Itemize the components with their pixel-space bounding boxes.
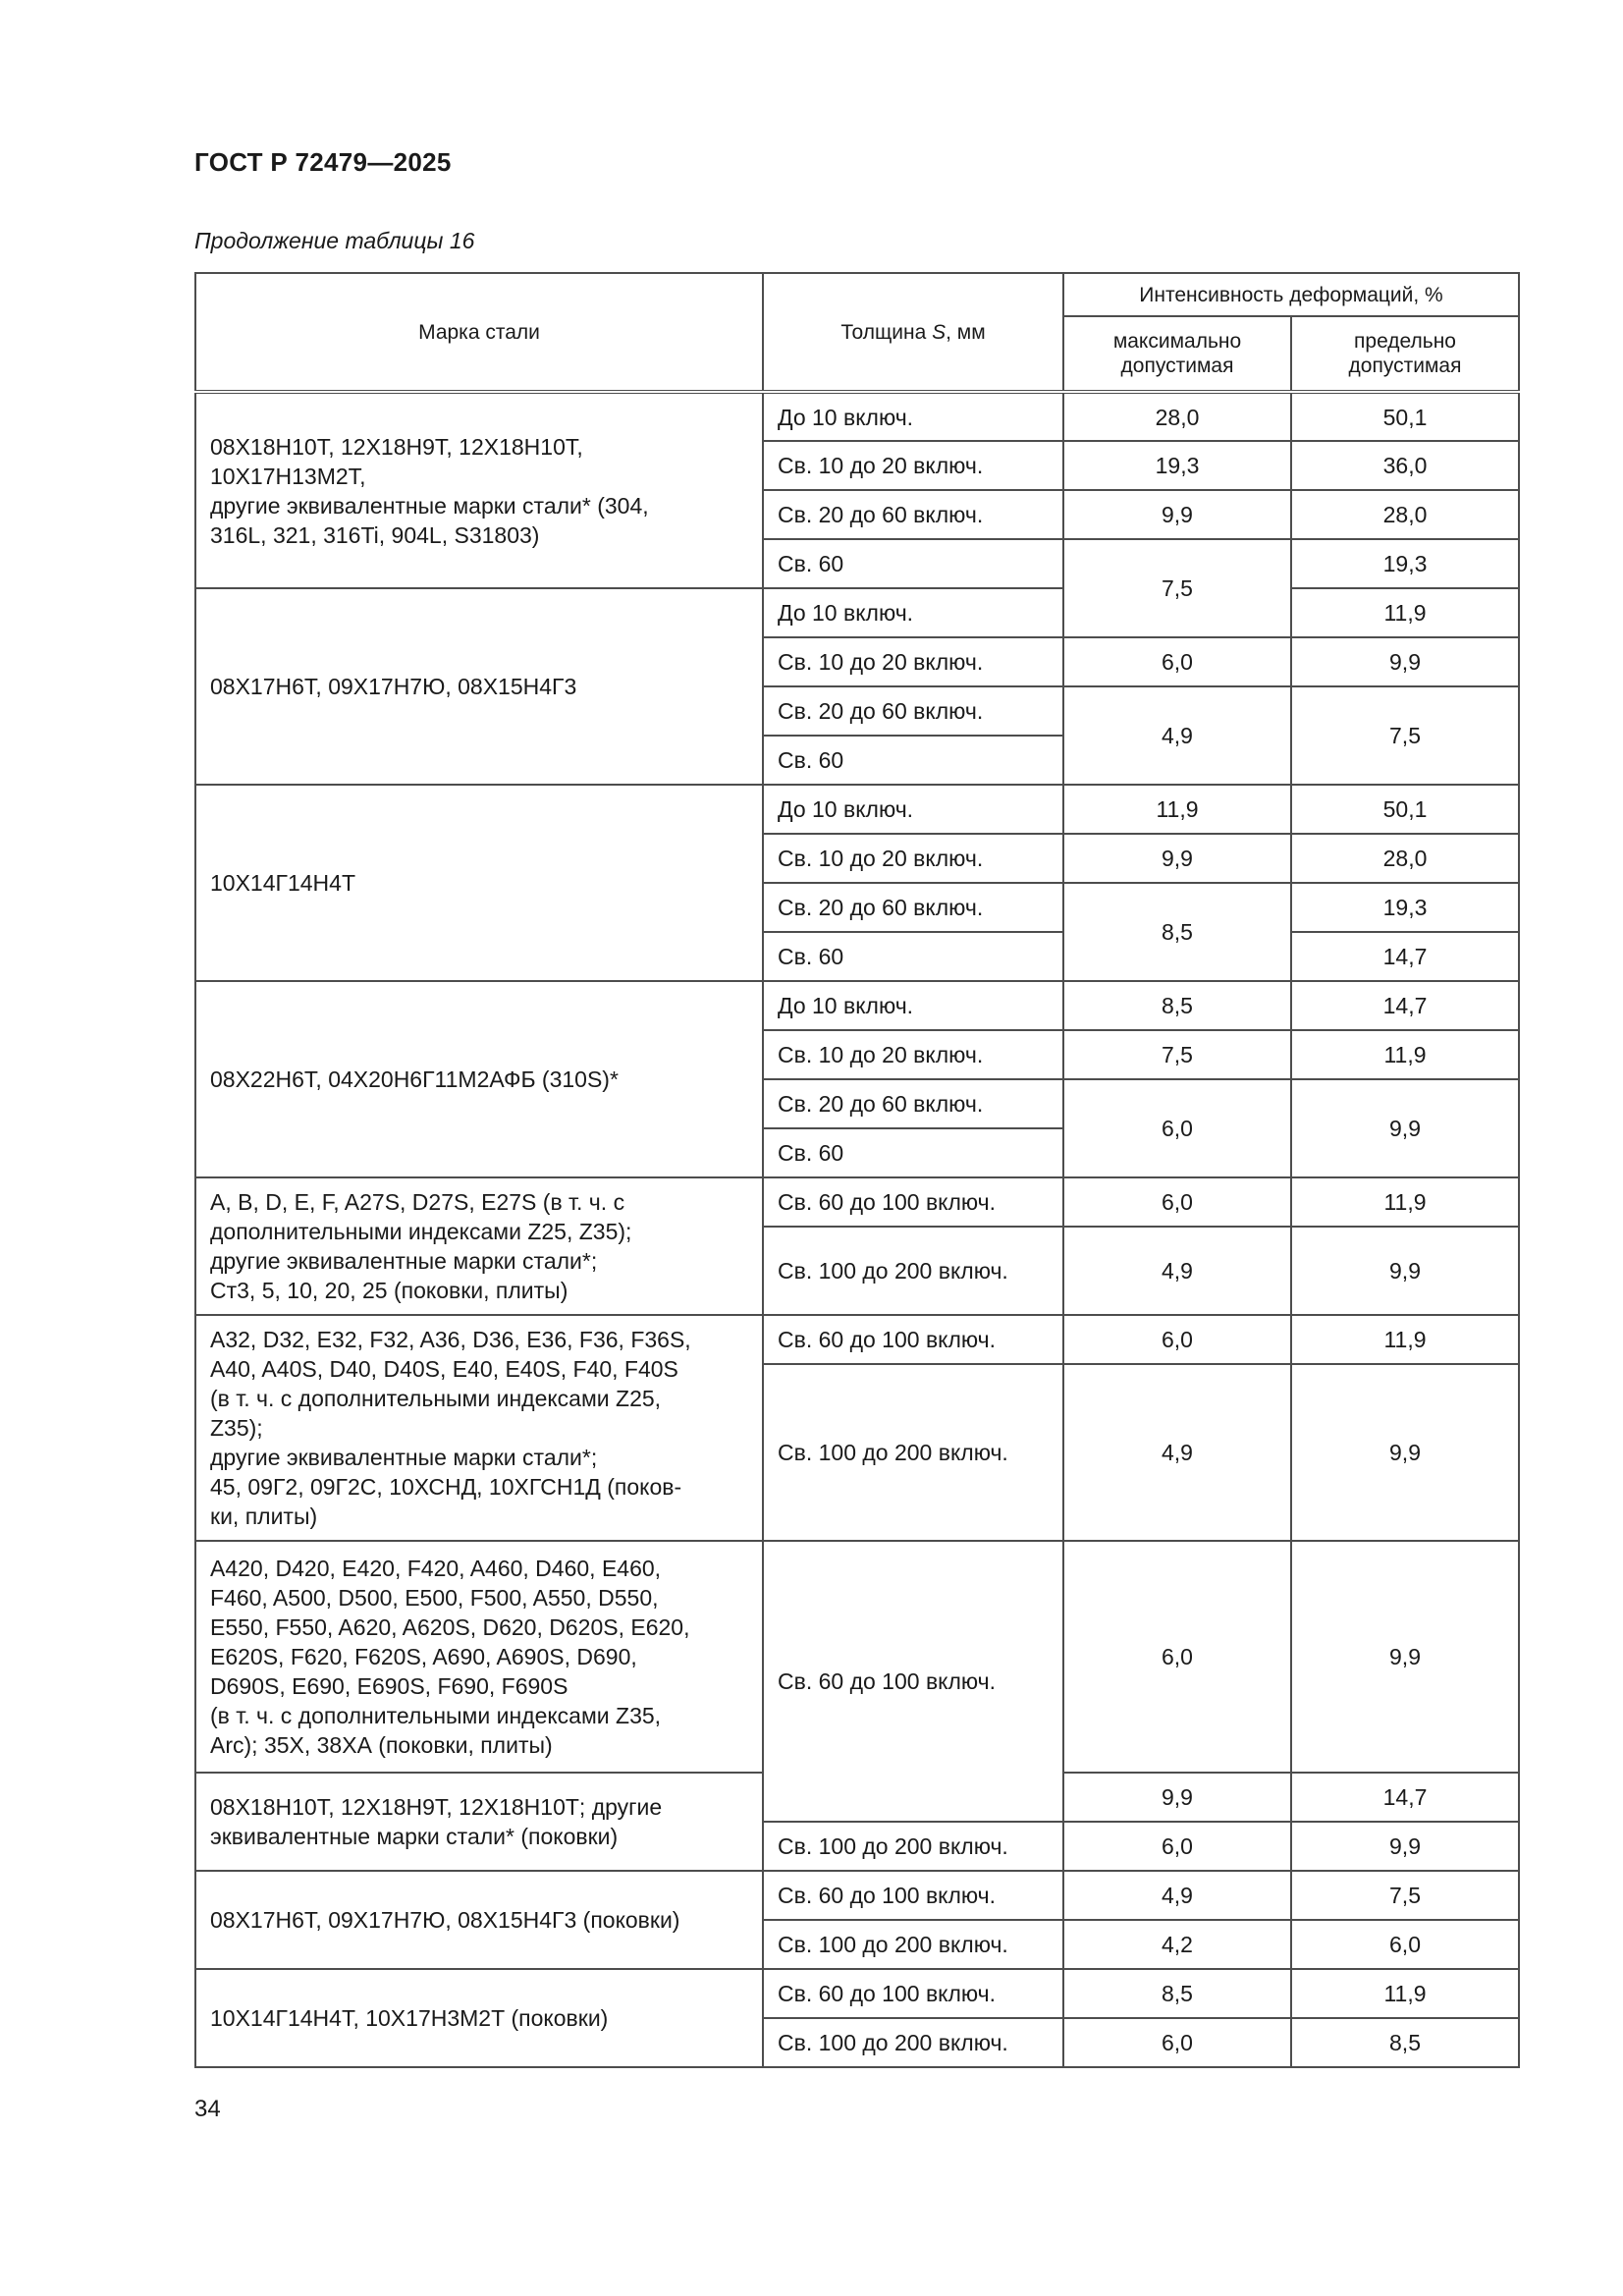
max-value-cell: 9,9 <box>1063 1773 1291 1822</box>
steel-grade-cell: A32, D32, E32, F32, A36, D36, E36, F36, F36S, A40, A40S, D40, D40S, E40, E40S, F40, F40S (в т. ч. с дополнительными индексами Z25, Z35); другие эквивалентные марки стали*; 45, 09Г2, 09Г2С, 10ХСНД, 10ХГСН1Д (поков- ки, плиты) <box>195 1315 763 1541</box>
limit-value-cell: 9,9 <box>1291 1079 1519 1177</box>
thickness-cell: Св. 20 до 60 включ. <box>763 1079 1063 1128</box>
table-row <box>195 392 1519 441</box>
max-value-cell: 28,0 <box>1063 392 1291 441</box>
thickness-cell: Св. 60 до 100 включ. <box>763 1969 1063 2018</box>
header-steel-grade: Марка стали <box>195 273 763 392</box>
max-value-cell: 4,9 <box>1063 1364 1291 1541</box>
max-value-cell: 11,9 <box>1063 785 1291 834</box>
steel-grade-cell: 08Х18Н10Т, 12Х18Н9Т, 12Х18Н10Т, 10Х17Н13М2Т, другие эквивалентные марки стали* (304, 316L, 321, 316Ti, 904L, S31803) <box>195 392 763 588</box>
thickness-cell: Св. 60 до 100 включ. <box>763 1541 1063 1822</box>
limit-value-cell: 50,1 <box>1291 392 1519 441</box>
thickness-cell: Св. 60 до 100 включ. <box>763 1871 1063 1920</box>
thickness-cell: Св. 100 до 200 включ. <box>763 1822 1063 1871</box>
max-value-cell: 4,2 <box>1063 1920 1291 1969</box>
table-row <box>195 1969 1519 2018</box>
limit-value-cell: 28,0 <box>1291 490 1519 539</box>
limit-value-cell: 14,7 <box>1291 1773 1519 1822</box>
thickness-cell: Св. 10 до 20 включ. <box>763 834 1063 883</box>
steel-grade-cell: 08Х22Н6Т, 04Х20Н6Г11М2АФБ (310S)* <box>195 981 763 1177</box>
thickness-cell: Св. 60 <box>763 932 1063 981</box>
thickness-cell: Св. 100 до 200 включ. <box>763 2018 1063 2067</box>
max-value-cell: 6,0 <box>1063 1315 1291 1364</box>
max-value-cell: 7,5 <box>1063 1030 1291 1079</box>
thickness-cell: Св. 60 <box>763 1128 1063 1177</box>
limit-value-cell: 11,9 <box>1291 1177 1519 1227</box>
thickness-cell: Св. 20 до 60 включ. <box>763 490 1063 539</box>
steel-grade-cell: 08Х18Н10Т, 12Х18Н9Т, 12Х18Н10Т; другие эквивалентные марки стали* (поковки) <box>195 1773 763 1871</box>
max-value-cell: 8,5 <box>1063 883 1291 981</box>
thickness-cell: Св. 10 до 20 включ. <box>763 441 1063 490</box>
limit-value-cell: 7,5 <box>1291 686 1519 785</box>
thickness-cell: Св. 20 до 60 включ. <box>763 686 1063 736</box>
max-value-cell: 6,0 <box>1063 1177 1291 1227</box>
limit-value-cell: 36,0 <box>1291 441 1519 490</box>
thickness-cell: Св. 10 до 20 включ. <box>763 1030 1063 1079</box>
steel-grade-cell: A, B, D, E, F, A27S, D27S, E27S (в т. ч. с дополнительными индексами Z25, Z35); другие эквивалентные марки стали*; Ст3, 5, 10, 20, 25 (поковки, плиты) <box>195 1177 763 1315</box>
table-row <box>195 981 1519 1030</box>
steel-grade-cell: 08Х17Н6Т, 09Х17Н7Ю, 08Х15Н4Г3 <box>195 588 763 785</box>
table-row <box>195 1871 1519 1920</box>
deformation-table <box>194 272 1520 2068</box>
limit-value-cell: 28,0 <box>1291 834 1519 883</box>
thickness-cell: Св. 60 до 100 включ. <box>763 1315 1063 1364</box>
max-value-cell: 8,5 <box>1063 1969 1291 2018</box>
header-limit-allowed: предельно допустимая <box>1291 316 1519 392</box>
limit-value-cell: 14,7 <box>1291 932 1519 981</box>
limit-value-cell: 6,0 <box>1291 1920 1519 1969</box>
thickness-cell: Св. 10 до 20 включ. <box>763 637 1063 686</box>
caption-prefix: Продолжение таблицы <box>194 228 444 253</box>
steel-grade-cell: 10Х14Г14Н4Т, 10Х17Н3М2Т (поковки) <box>195 1969 763 2067</box>
thickness-cell: До 10 включ. <box>763 785 1063 834</box>
limit-value-cell: 9,9 <box>1291 637 1519 686</box>
max-value-cell: 8,5 <box>1063 981 1291 1030</box>
max-value-cell: 6,0 <box>1063 1541 1291 1773</box>
thickness-cell: До 10 включ. <box>763 392 1063 441</box>
thickness-cell: До 10 включ. <box>763 588 1063 637</box>
limit-value-cell: 9,9 <box>1291 1364 1519 1541</box>
table-row <box>195 1541 1519 1773</box>
limit-value-cell: 7,5 <box>1291 1871 1519 1920</box>
limit-value-cell: 11,9 <box>1291 1315 1519 1364</box>
max-value-cell: 6,0 <box>1063 1079 1291 1177</box>
max-value-cell: 6,0 <box>1063 637 1291 686</box>
max-value-cell: 9,9 <box>1063 490 1291 539</box>
header-max-allowed: максимально допустимая <box>1063 316 1291 392</box>
page-number: 34 <box>194 2096 221 2122</box>
limit-value-cell: 50,1 <box>1291 785 1519 834</box>
max-value-cell: 6,0 <box>1063 1822 1291 1871</box>
limit-value-cell: 11,9 <box>1291 1969 1519 2018</box>
max-value-cell: 4,9 <box>1063 686 1291 785</box>
limit-value-cell: 11,9 <box>1291 588 1519 637</box>
limit-value-cell: 19,3 <box>1291 539 1519 588</box>
limit-value-cell: 14,7 <box>1291 981 1519 1030</box>
header-deformation-intensity: Интенсивность деформаций, % <box>1063 273 1519 316</box>
document-header: ГОСТ Р 72479—2025 <box>194 147 452 177</box>
max-value-cell: 4,9 <box>1063 1871 1291 1920</box>
table-row <box>195 588 1519 637</box>
table-row <box>195 785 1519 834</box>
max-value-cell: 9,9 <box>1063 834 1291 883</box>
table-row <box>195 1177 1519 1227</box>
thickness-cell: Св. 60 <box>763 736 1063 785</box>
max-value-cell: 6,0 <box>1063 2018 1291 2067</box>
thickness-cell: Св. 20 до 60 включ. <box>763 883 1063 932</box>
thickness-cell: Св. 100 до 200 включ. <box>763 1227 1063 1315</box>
thickness-cell: До 10 включ. <box>763 981 1063 1030</box>
header-thickness: Толщина S, мм <box>763 273 1063 392</box>
thickness-cell: Св. 60 <box>763 539 1063 588</box>
limit-value-cell: 9,9 <box>1291 1822 1519 1871</box>
limit-value-cell: 9,9 <box>1291 1227 1519 1315</box>
table-row <box>195 1315 1519 1364</box>
thickness-cell: Св. 60 до 100 включ. <box>763 1177 1063 1227</box>
thickness-cell: Св. 100 до 200 включ. <box>763 1920 1063 1969</box>
table-caption <box>194 228 474 254</box>
steel-grade-cell: 10Х14Г14Н4Т <box>195 785 763 981</box>
max-value-cell: 7,5 <box>1063 539 1291 637</box>
steel-grade-cell: 08Х17Н6Т, 09Х17Н7Ю, 08Х15Н4Г3 (поковки) <box>195 1871 763 1969</box>
thickness-cell: Св. 100 до 200 включ. <box>763 1364 1063 1541</box>
caption-table-number: 16 <box>449 228 475 253</box>
max-value-cell: 19,3 <box>1063 441 1291 490</box>
limit-value-cell: 9,9 <box>1291 1541 1519 1773</box>
limit-value-cell: 19,3 <box>1291 883 1519 932</box>
max-value-cell: 4,9 <box>1063 1227 1291 1315</box>
limit-value-cell: 11,9 <box>1291 1030 1519 1079</box>
steel-grade-cell: A420, D420, E420, F420, A460, D460, E460, F460, A500, D500, E500, F500, A550, D550, E550, F550, A620, A620S, D620, D620S, E620, E620S, F620, F620S, A690, A690S, D690, D690S, E690, E690S, F690, F690S (в т. ч. с дополнительными индексами Z35, Arc); 35Х, 38ХА (поковки, плиты) <box>195 1541 763 1773</box>
limit-value-cell: 8,5 <box>1291 2018 1519 2067</box>
